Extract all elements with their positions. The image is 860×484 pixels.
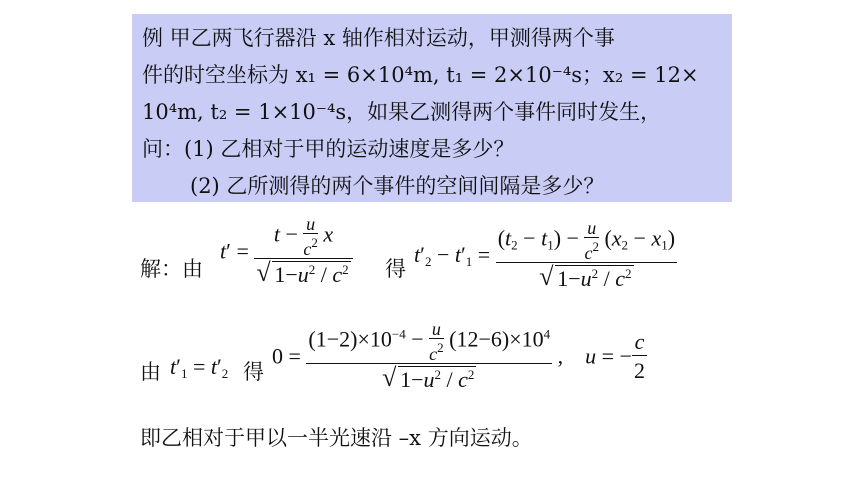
problem-line-2: 件的时空坐标为 x₁ = 6×10⁴m, t₁ = 2×10⁻⁴s；x₂ = 12× — [142, 63, 699, 87]
time-difference-formula: $t'_2 - t'_1$ = $(t_2 - t_1)$ − $\frac{u}{c^2}$ $(x_2 - x_1)$ √ $1-u^2 / c^2$ — [414, 219, 677, 292]
simultaneity-condition: $t'_1 = t'_2$ — [170, 354, 229, 381]
problem-line-1: 例 甲乙两飞行器沿 x 轴作相对运动，甲测得两个事 — [142, 26, 615, 50]
problem-line-3: 10⁴m, t₂ = 1×10⁻⁴s，如果乙测得两个事件同时发生， — [142, 100, 662, 124]
solution-de-2: 得 — [243, 360, 264, 384]
solution-prefix-1: 解：由 — [140, 257, 203, 281]
problem-line-5: (2) 乙所测得的两个事件的空间间隔是多少？ — [190, 174, 605, 198]
problem-line-4: 问：(1) 乙相对于甲的运动速度是多少？ — [142, 137, 515, 161]
conclusion-text: 即乙相对于甲以一半光速沿 –x 方向运动。 — [140, 426, 533, 450]
substituted-equation: 0 = $(1-2)\times 10^{-4}$ − $\frac{u}{c^2}$ $(12-6)\times 10^4$ √ $1-u^2 / c^2$ , u = − $\frac{c}{2}$ — [272, 320, 647, 393]
problem-box — [132, 14, 732, 202]
solution-prefix-2: 由 — [140, 360, 161, 384]
solution-de-1: 得 — [385, 257, 406, 281]
lorentz-time-formula: t′ = t − $\frac{u}{c^2}$ x √ $1-u^2 / c^2$ — [220, 215, 353, 288]
